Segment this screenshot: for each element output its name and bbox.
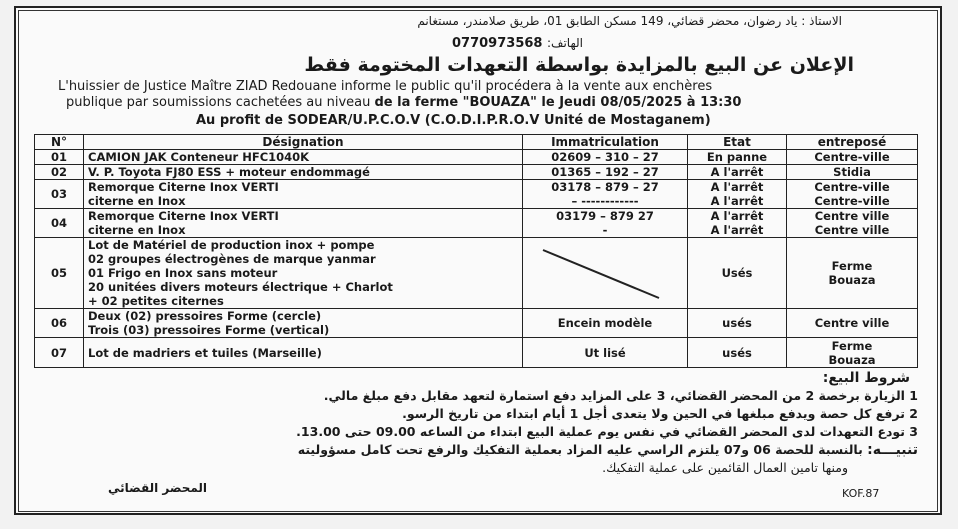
table-header-row bbox=[35, 135, 918, 150]
row-immatriculation-strikeout bbox=[523, 238, 688, 309]
profit-line: Au profit de SODEAR/U.P.C.O.V (C.O.D.I.P.R.O.V Unité de Mostaganem) bbox=[196, 113, 711, 128]
row-entrepose: Centre ville bbox=[787, 309, 918, 338]
row-immatriculation: 03178 – 879 – 27 – ------------ bbox=[523, 180, 688, 209]
header-immatriculation: Immatriculation bbox=[523, 135, 688, 150]
row-etat: A l'arrêt bbox=[688, 165, 787, 180]
row-immatriculation: 03179 – 879 27 - bbox=[523, 209, 688, 238]
row-immatriculation: 02609 – 310 – 27 bbox=[523, 150, 688, 165]
row-no: 02 bbox=[35, 165, 84, 180]
row-etat: usés bbox=[688, 309, 787, 338]
notice-text: بالنسبة للحصة 06 و07 يلتزم الراسي عليه المزاد بعملية التفكيك والرفع تحت كامل مسؤوليته bbox=[297, 442, 863, 457]
table-row bbox=[35, 180, 918, 209]
row-no: 07 bbox=[35, 338, 84, 368]
table-row bbox=[35, 165, 918, 180]
row-etat: usés bbox=[688, 338, 787, 368]
row-entrepose: Ferme Bouaza bbox=[787, 238, 918, 309]
document-reference: KOF.87 bbox=[842, 487, 880, 500]
row-no: 04 bbox=[35, 209, 84, 238]
intro-line-1: L'huissier de Justice Maître ZIAD Redouane informe le public qu'il procédera à la vente aux enchères bbox=[58, 79, 713, 94]
diagonal-strike-line bbox=[523, 238, 679, 308]
row-etat: A l'arrêt A l'arrêt bbox=[688, 209, 787, 238]
notice-label: تنبيـــه: bbox=[867, 442, 918, 458]
row-immatriculation: 01365 – 192 – 27 bbox=[523, 165, 688, 180]
notice-line-2: ومنها تامين العمال القائمين على عملية التفكيك. bbox=[602, 460, 848, 475]
condition-item-1: 1 الزيارة برخصة 2 من المحضر القضائي، 3 على المزايد دفع استمارة لتعهد مقابل دفع مبلغ مالي. bbox=[323, 388, 918, 403]
row-designation: Deux (02) pressoires Forme (cercle) Trois (03) pressoires Forme (vertical) bbox=[84, 309, 523, 338]
header-etat: Etat bbox=[688, 135, 787, 150]
lots-table bbox=[34, 134, 918, 368]
row-entrepose: Centre-ville Centre-ville bbox=[787, 180, 918, 209]
intro-line-2 bbox=[66, 95, 741, 110]
row-designation: Remorque Citerne Inox VERTI citerne en Inox bbox=[84, 209, 523, 238]
table-row bbox=[35, 209, 918, 238]
row-immatriculation: Encein modèle bbox=[523, 309, 688, 338]
row-immatriculation: Ut lisé bbox=[523, 338, 688, 368]
row-designation: Lot de madriers et tuiles (Marseille) bbox=[84, 338, 523, 368]
phone-number: 0770973568 bbox=[452, 36, 543, 51]
row-entrepose: Centre-ville bbox=[787, 150, 918, 165]
row-designation: CAMION JAK Conteneur HFC1040K bbox=[84, 150, 523, 165]
conditions-title: شروط البيع: bbox=[822, 370, 910, 386]
row-designation: Remorque Citerne Inox VERTI citerne en Inox bbox=[84, 180, 523, 209]
header-designation: Désignation bbox=[84, 135, 523, 150]
bailiff-address: الاستاذ : ياد رضوان، محضر قضائي، 149 مسكن الطابق 01، طريق صلامندر، مستغانم bbox=[417, 14, 842, 28]
row-no: 05 bbox=[35, 238, 84, 309]
notice-line bbox=[298, 442, 918, 458]
table-row bbox=[35, 150, 918, 165]
table-row bbox=[35, 309, 918, 338]
intro-line-2a: publique par soumissions cachetées au niveau bbox=[66, 95, 375, 110]
row-entrepose: Centre ville Centre ville bbox=[787, 209, 918, 238]
condition-item-3: 3 تودع التعهدات لدى المحضر القضائي في نفس يوم عملية البيع ابتداء من الساعه 09.00 حتى 13.00. bbox=[296, 424, 918, 439]
row-no: 01 bbox=[35, 150, 84, 165]
header-no: N° bbox=[35, 135, 84, 150]
row-no: 06 bbox=[35, 309, 84, 338]
row-entrepose: Stidia bbox=[787, 165, 918, 180]
row-no: 03 bbox=[35, 180, 84, 209]
table-row bbox=[35, 238, 918, 309]
intro-line-2b: de la ferme "BOUAZA" le Jeudi 08/05/2025 à 13:30 bbox=[374, 95, 742, 110]
row-etat: A l'arrêt A l'arrêt bbox=[688, 180, 787, 209]
row-etat: En panne bbox=[688, 150, 787, 165]
row-designation: V. P. Toyota FJ80 ESS + moteur endommagé bbox=[84, 165, 523, 180]
row-entrepose: Ferme Bouaza bbox=[787, 338, 918, 368]
condition-item-2: 2 ترفع كل حصة ويدفع مبلغها في الحين ولا يتعدى أجل 1 أيام ابتداء من تاريخ الرسو. bbox=[402, 406, 918, 421]
row-etat: Usés bbox=[688, 238, 787, 309]
table-row bbox=[35, 338, 918, 368]
phone-label: الهاتف: bbox=[547, 36, 583, 50]
bailiff-signature-label: المحضر القضائي bbox=[108, 481, 208, 495]
header-entrepose: entreposé bbox=[787, 135, 918, 150]
announcement-title: الإعلان عن البيع بالمزايدة بواسطة التعهدات المختومة فقط bbox=[304, 54, 854, 76]
row-designation: Lot de Matériel de production inox + pompe 02 groupes électrogènes de marque yanmar 01 Frigo en Inox sans moteur 20 unitées divers moteurs électrique + Charlot + 02 petites citernes bbox=[84, 238, 523, 309]
phone-line bbox=[452, 36, 583, 51]
